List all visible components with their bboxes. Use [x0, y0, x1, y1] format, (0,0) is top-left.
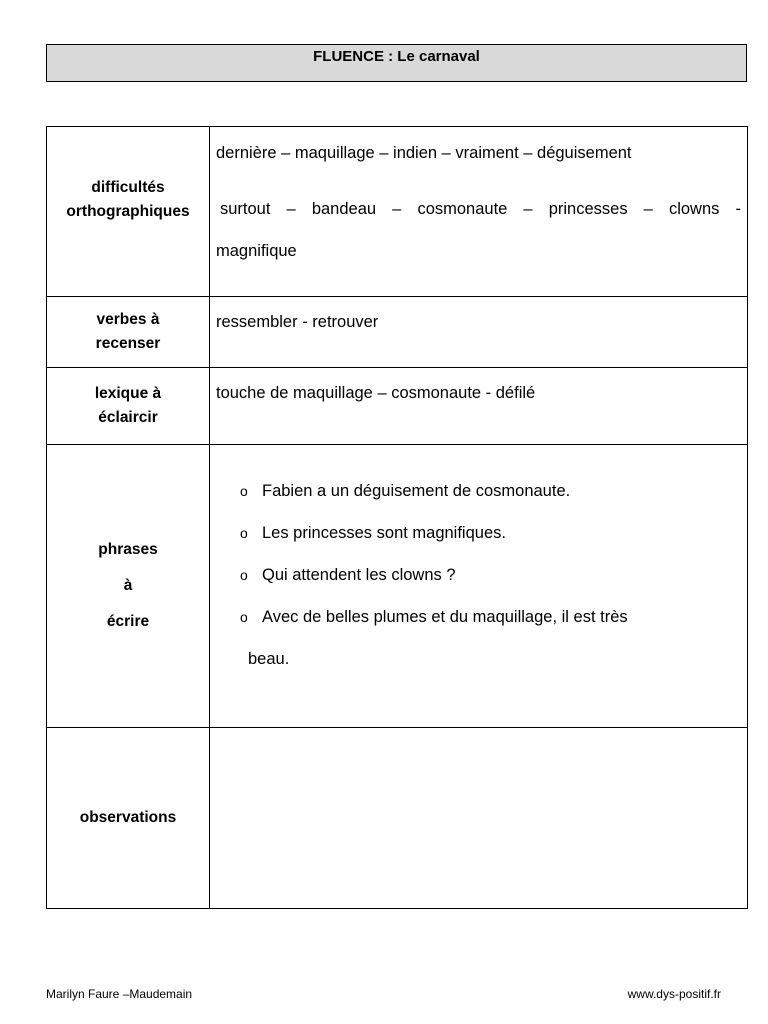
table-row-observations — [47, 728, 748, 909]
difficultes-words-line3: magnifique — [216, 242, 297, 260]
label-phrases-line3: écrire — [106, 613, 150, 630]
table-row-difficultes — [47, 127, 748, 297]
label-cell-observations — [47, 728, 210, 909]
sentence-text: Avec de belles plumes et du maquillage, il est très — [262, 608, 628, 626]
bullet-icon: o — [240, 483, 248, 499]
difficultes-words-line1: dernière – maquillage – indien – vraiment – déguisement — [216, 144, 632, 162]
label-cell-difficultes — [47, 127, 210, 297]
verbes-content: ressembler - retrouver — [216, 313, 379, 331]
list-item — [216, 607, 741, 669]
label-phrases-line2: à — [123, 577, 133, 594]
content-cell-difficultes — [210, 127, 748, 297]
bullet-icon: o — [240, 525, 248, 541]
list-item — [216, 481, 741, 501]
sentence-text: Les princesses sont magnifiques. — [262, 524, 506, 542]
label-difficultes-line1: difficultés — [91, 178, 165, 196]
sentence-text: Fabien a un déguisement de cosmonaute. — [262, 482, 571, 500]
footer-author: Marilyn Faure –Maudemain — [46, 987, 193, 1001]
page-title-text: FLUENCE : Le carnaval — [313, 48, 480, 65]
table-row-phrases — [47, 445, 748, 728]
fluence-table — [46, 126, 748, 909]
table-row-verbes — [47, 297, 748, 368]
content-cell-lexique — [210, 368, 748, 445]
bullet-icon: o — [240, 567, 248, 583]
lexique-content: touche de maquillage – cosmonaute - défilé — [216, 384, 536, 402]
label-lexique-line1: lexique à — [94, 385, 162, 402]
footer-website: www.dys-positif.fr — [627, 987, 721, 1001]
label-verbes-line2: recenser — [95, 335, 161, 352]
label-cell-phrases — [47, 445, 210, 728]
label-cell-lexique — [47, 368, 210, 445]
sentence-list — [216, 481, 741, 669]
label-phrases-line1: phrases — [98, 541, 158, 558]
content-cell-verbes — [210, 297, 748, 368]
content-cell-phrases — [210, 445, 748, 728]
page-title — [46, 44, 747, 82]
label-difficultes-line2: orthographiques — [66, 202, 190, 220]
table-row-lexique — [47, 368, 748, 445]
label-cell-verbes — [47, 297, 210, 368]
list-item — [216, 565, 741, 585]
observations-area[interactable] — [210, 728, 748, 909]
label-verbes-line1: verbes à — [96, 311, 160, 328]
sentence-text: Qui attendent les clowns ? — [262, 566, 456, 584]
list-item — [216, 523, 741, 543]
label-lexique-line2: éclaircir — [98, 409, 158, 426]
label-observations: observations — [79, 809, 177, 826]
sentence-continuation: beau. — [248, 650, 290, 668]
difficultes-words-line2: surtout – bandeau – cosmonaute – princesses – clowns - — [220, 200, 741, 218]
bullet-icon: o — [240, 609, 248, 625]
